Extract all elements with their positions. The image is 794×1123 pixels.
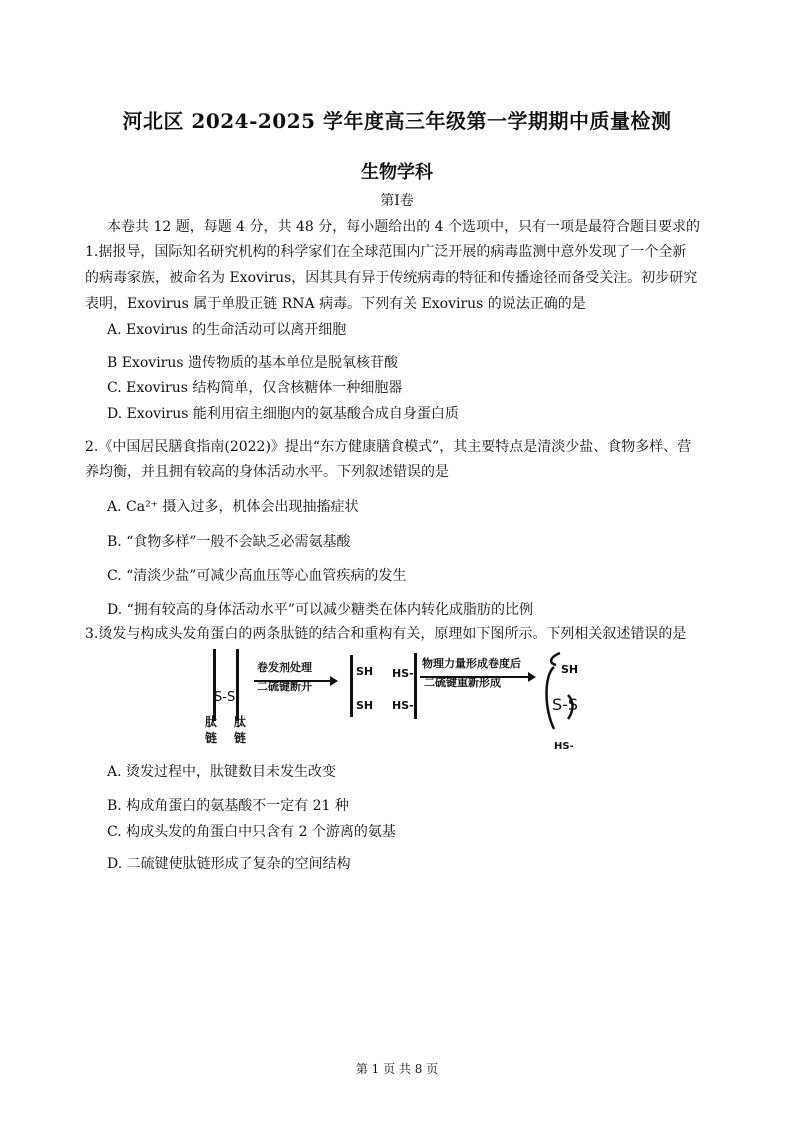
chain-label-2b: 链 xyxy=(234,731,247,745)
peptide-chain-left-1 xyxy=(213,649,216,721)
q2-option-b: B. “食物多样”一般不会缺乏必需氨基酸 xyxy=(107,534,351,550)
q1-option-d: D. Exovirus 能利用宿主细胞内的氨基酸合成自身蛋白质 xyxy=(107,406,459,422)
step2-label-line1: 物理力量形成卷度后 xyxy=(422,657,521,670)
q2-option-d: D. “拥有较高的身体活动水平”可以减少糖类在体内转化成脂肪的比例 xyxy=(107,602,533,618)
peptide-chain-left-2 xyxy=(350,655,353,717)
sh-label-top: SH xyxy=(356,665,374,678)
q3-option-d: D. 二硫键使肽链形成了复杂的空间结构 xyxy=(107,856,351,872)
page-footer: 第 1 页 共 8 页 xyxy=(355,1062,439,1076)
q1-option-a: A. Exovirus 的生命活动可以离开细胞 xyxy=(107,322,347,338)
volume-label: 第Ⅰ卷 xyxy=(380,193,414,209)
q3-option-b: B. 构成角蛋白的氨基酸不一定有 21 种 xyxy=(107,798,349,814)
chain-label-1b: 链 xyxy=(205,731,218,745)
hair-perm-diagram xyxy=(200,645,620,755)
q3-option-c: C. 构成头发的角蛋白中只含有 2 个游离的氨基 xyxy=(107,824,396,840)
peptide-chain-right-1 xyxy=(236,649,239,721)
step1-label-line2: 二硫键断开 xyxy=(257,680,312,693)
q1-stem-line2: 的病毒家族，被命名为 Exovirus，因其具有异于传统病毒的特征和传播途径而备受关注。初步研究 xyxy=(85,270,698,286)
q1-option-b: B Exovirus 遗传物质的基本单位是脱氧核苷酸 xyxy=(107,355,399,371)
step1-label-line1: 卷发剂处理 xyxy=(257,661,312,674)
q3-stem: 3.烫发与构成头发角蛋白的两条肽链的结合和重构有关，原理如下图所示。下列相关叙述错误的是 xyxy=(85,626,687,642)
disulfide-bond-1: S-S xyxy=(214,690,236,705)
hs-label-top: HS- xyxy=(392,667,414,680)
instructions: 本卷共 12 题，每题 4 分，共 48 分，每小题给出的 4 个选项中，只有一项是最符合题目要求的 xyxy=(107,219,701,235)
hs-label-right: HS- xyxy=(554,741,574,752)
q1-option-c: C. Exovirus 结构简单，仅含核糖体一种细胞器 xyxy=(107,380,403,396)
chain-label-2a: 肽 xyxy=(234,715,247,729)
peptide-chain-right-2 xyxy=(414,653,417,719)
step2-label-line2: 二硫键重新形成 xyxy=(424,676,501,689)
q3-option-a: A. 烫发过程中，肽键数目未发生改变 xyxy=(107,764,337,780)
q2-stem-line1: 2.《中国居民膳食指南(2022)》提出“东方健康膳食模式”，其主要特点是清淡少盐、食物多样、营 xyxy=(85,439,692,455)
hs-label-bottom: HS- xyxy=(392,699,414,712)
exam-title: 河北区 2024-2025 学年度高三年级第一学期期中质量检测 xyxy=(122,109,672,133)
sh-label-right: SH xyxy=(561,663,579,676)
q2-stem-line2: 养均衡，并且拥有较高的身体活动水平。下列叙述错误的是 xyxy=(85,464,449,480)
disulfide-bond-reformed: S-S xyxy=(552,695,579,714)
chain-label-1a: 肽 xyxy=(205,715,218,729)
q1-stem-line1: 1.据报导，国际知名研究机构的科学家们在全球范围内广泛开展的病毒监测中意外发现了一个全新 xyxy=(85,244,687,260)
sh-label-bottom: SH xyxy=(356,699,374,712)
q2-option-c: C. “清淡少盐”可减少高血压等心血管疾病的发生 xyxy=(107,568,407,584)
q1-stem-line3: 表明，Exovirus 属于单股正链 RNA 病毒。下列有关 Exovirus 的说法正确的是 xyxy=(85,296,586,312)
subject-title: 生物学科 xyxy=(361,162,433,183)
q2-option-a: A. Ca²⁺ 摄入过多，机体会出现抽搐症状 xyxy=(107,499,359,515)
